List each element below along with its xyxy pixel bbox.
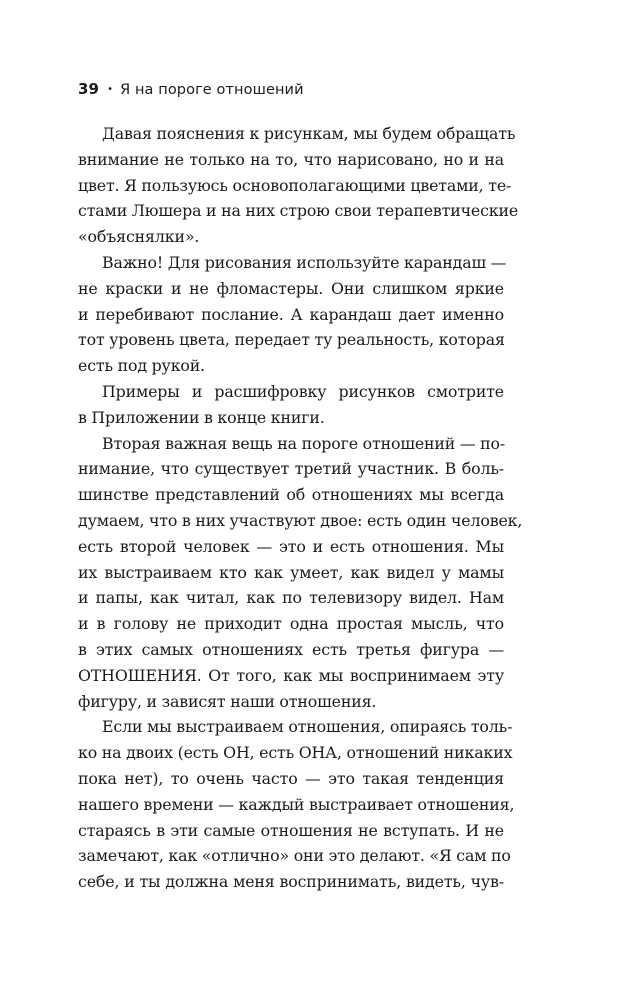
page-number: 39	[78, 80, 100, 98]
paragraph	[78, 250, 507, 379]
text-line: их выстраиваем кто как умеет, как видел у мамы	[78, 562, 504, 582]
text-line: фигуру, и зависят наши отношения.	[78, 691, 377, 711]
text-line: ко на двоих (есть ОН, есть ОНА, отношений никаких	[78, 743, 513, 763]
text-line: нимание, что существует третий участник. В боль-	[78, 459, 504, 479]
text-line: Если мы выстраиваем отношения, опираясь толь-	[102, 717, 513, 737]
text-line: в этих самых отношениях есть третья фигура —	[78, 639, 504, 659]
text-line: замечают, как «отлично» они это делают. «Я сам по	[78, 846, 511, 866]
text-line: и папы, как читал, как по телевизору видел. Нам	[78, 588, 504, 608]
text-line: стами Люшера и на них строю свои терапевтические	[78, 201, 519, 221]
text-line: нашего времени — каждый выстраивает отношения,	[78, 794, 515, 814]
running-head	[78, 80, 304, 100]
text-line: стараясь в эти самые отношения не вступать. И не	[78, 820, 504, 840]
text-line: пока нет), то очень часто — это такая тенденция	[78, 768, 504, 788]
text-line: внимание не только на то, что нарисовано, но и на	[78, 149, 504, 169]
paragraph	[78, 379, 504, 431]
text-line: ОТНОШЕНИЯ. От того, как мы воспринимаем эту	[78, 665, 504, 685]
paragraph	[78, 121, 519, 250]
text-line: «объяснялки».	[78, 227, 200, 247]
paragraph	[78, 431, 523, 715]
text-line: не краски и не фломастеры. Они слишком яркие	[78, 278, 504, 298]
body-text	[78, 121, 523, 895]
text-line: в Приложении в конце книги.	[78, 407, 325, 427]
text-line: шинстве представлений об отношениях мы всегда	[78, 485, 504, 505]
text-line: Давая пояснения к рисункам, мы будем обращать	[102, 124, 516, 143]
text-line: есть под рукой.	[78, 356, 206, 376]
text-line: есть второй человек — это и есть отношения. Мы	[78, 536, 504, 556]
paragraph	[78, 714, 515, 895]
separator-bullet: •	[107, 84, 114, 95]
text-line: думаем, что в них участвуют двое: есть один человек,	[78, 510, 523, 530]
text-line: себе, и ты должна меня воспринимать, видеть, чув-	[78, 872, 504, 892]
text-line: цвет. Я пользуюсь основополагающими цветами, те-	[78, 175, 512, 195]
text-line: Важно! Для рисования используйте карандаш —	[102, 252, 507, 272]
text-line: тот уровень цвета, передает ту реальность, которая	[78, 330, 505, 350]
text-line: и перебивают послание. А карандаш дает именно	[78, 304, 504, 324]
chapter-title: Я на пороге отношений	[120, 82, 304, 98]
text-line: Вторая важная вещь на пороге отношений — по-	[102, 433, 506, 453]
text-line: и в голову не приходит одна простая мысль, что	[78, 614, 504, 634]
text-line: Примеры и расшифровку рисунков смотрите	[102, 381, 504, 401]
